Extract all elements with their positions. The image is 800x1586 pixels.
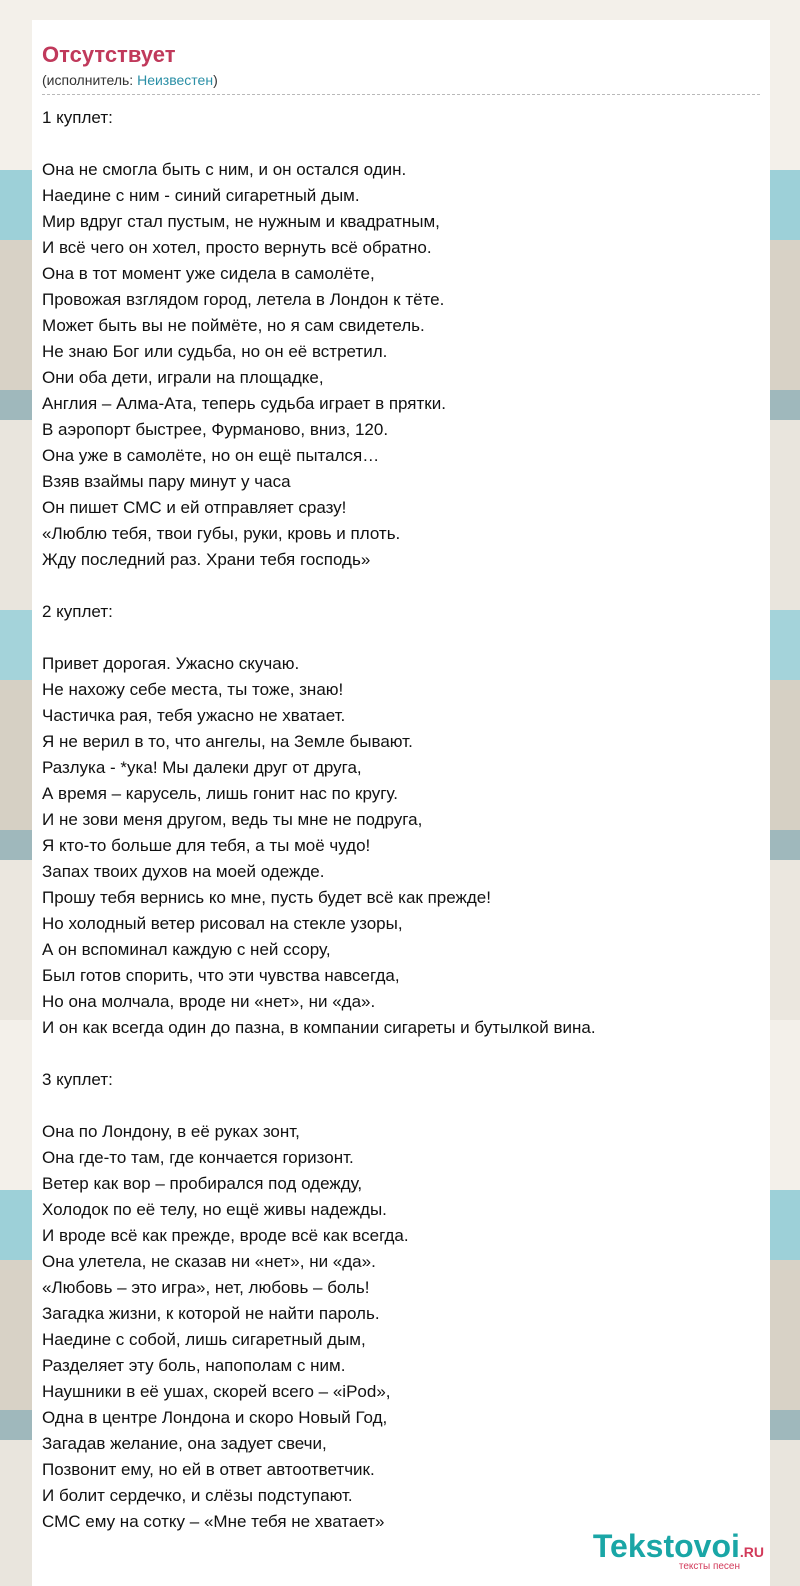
lyrics-text xyxy=(42,105,760,1535)
lyric-line: А время – карусель, лишь гонит нас по кругу. xyxy=(42,784,398,803)
artist-suffix: ) xyxy=(213,72,218,88)
lyric-line xyxy=(42,131,760,157)
lyric-line xyxy=(42,1041,760,1067)
lyric-line: Наушники в её ушах, скорей всего – «iPod», xyxy=(42,1382,391,1401)
lyric-line: Ветер как вор – пробирался под одежду, xyxy=(42,1174,363,1193)
lyric-line: Она по Лондону, в её руках зонт, xyxy=(42,1122,300,1141)
lyric-line: Наедине с собой, лишь сигаретный дым, xyxy=(42,1330,366,1349)
lyric-line xyxy=(42,1093,760,1119)
lyric-line: Позвонит ему, но ей в ответ автоответчик. xyxy=(42,1460,375,1479)
lyric-line: 2 куплет: xyxy=(42,602,113,621)
lyric-line: 3 куплет: xyxy=(42,1070,113,1089)
lyric-line: Загадка жизни, к которой не найти пароль. xyxy=(42,1304,380,1323)
site-logo[interactable] xyxy=(593,1530,764,1572)
lyric-line: Разлука - *ука! Мы далеки друг от друга, xyxy=(42,758,362,777)
logo-tagline: тексты песен xyxy=(678,1561,740,1572)
lyric-line: Наедине с ним - синий сигаретный дым. xyxy=(42,186,360,205)
lyric-line: Она не смогла быть с ним, и он остался один. xyxy=(42,160,407,179)
lyric-line: «Любовь – это игра», нет, любовь – боль! xyxy=(42,1278,370,1297)
lyric-line: 1 куплет: xyxy=(42,108,113,127)
artist-line xyxy=(42,70,760,90)
lyric-line: Одна в центре Лондона и скоро Новый Год, xyxy=(42,1408,388,1427)
lyric-line: Она в тот момент уже сидела в самолёте, xyxy=(42,264,375,283)
lyric-line: «Люблю тебя, твои губы, руки, кровь и плоть. xyxy=(42,524,401,543)
lyric-line: И всё чего он хотел, просто вернуть всё обратно. xyxy=(42,238,432,257)
song-title: Отсутствует xyxy=(42,42,176,67)
lyric-line xyxy=(42,573,760,599)
lyric-line: Частичка рая, тебя ужасно не хватает. xyxy=(42,706,346,725)
lyric-line: И болит сердечко, и слёзы подступают. xyxy=(42,1486,353,1505)
lyric-line: И он как всегда один до пазна, в компании сигареты и бутылкой вина. xyxy=(42,1018,596,1037)
lyric-line: Был готов спорить, что эти чувства навсегда, xyxy=(42,966,400,985)
lyrics-card xyxy=(32,20,770,1586)
lyric-line: Разделяет эту боль, напополам с ним. xyxy=(42,1356,346,1375)
lyric-line: И вроде всё как прежде, вроде всё как всегда. xyxy=(42,1226,409,1245)
lyric-line: Он пишет СМС и ей отправляет сразу! xyxy=(42,498,347,517)
lyric-line: Англия – Алма-Ата, теперь судьба играет в прятки. xyxy=(42,394,446,413)
logo-name: Tekstovoi xyxy=(592,1528,740,1564)
lyric-line: Взяв взаймы пару минут у часа xyxy=(42,472,291,491)
lyric-line: Мир вдруг стал пустым, не нужным и квадратным, xyxy=(42,212,440,231)
lyric-line: А он вспоминал каждую с ней ссору, xyxy=(42,940,331,959)
lyric-line: Загадав желание, она задует свечи, xyxy=(42,1434,327,1453)
lyric-line: Не знаю Бог или судьба, но он её встретил. xyxy=(42,342,388,361)
lyric-line: Холодок по её телу, но ещё живы надежды. xyxy=(42,1200,387,1219)
artist-prefix: (исполнитель: xyxy=(42,72,138,88)
lyric-line: Но она молчала, вроде ни «нет», ни «да». xyxy=(42,992,376,1011)
lyric-line: Она улетела, не сказав ни «нет», ни «да». xyxy=(42,1252,376,1271)
lyric-line: И не зови меня другом, ведь ты мне не подруга, xyxy=(42,810,423,829)
lyric-line: Но холодный ветер рисовал на стекле узоры, xyxy=(42,914,403,933)
lyric-line: Провожая взглядом город, летела в Лондон к тёте. xyxy=(42,290,445,309)
lyric-line: Прошу тебя вернись ко мне, пусть будет всё как прежде! xyxy=(42,888,491,907)
lyric-line: Они оба дети, играли на площадке, xyxy=(42,368,324,387)
lyric-line: СМС ему на сотку – «Мне тебя не хватает» xyxy=(42,1512,385,1531)
title-divider xyxy=(42,94,760,95)
logo-tld: .RU xyxy=(739,1544,764,1560)
lyric-line: Привет дорогая. Ужасно скучаю. xyxy=(42,654,300,673)
lyric-line: Она где-то там, где кончается горизонт. xyxy=(42,1148,354,1167)
lyric-line: Жду последний раз. Храни тебя господь» xyxy=(42,550,371,569)
lyric-line: Я не верил в то, что ангелы, на Земле бывают. xyxy=(42,732,413,751)
lyric-line xyxy=(42,625,760,651)
lyric-line: Она уже в самолёте, но он ещё пытался… xyxy=(42,446,380,465)
lyric-line: Я кто-то больше для тебя, а ты моё чудо! xyxy=(42,836,371,855)
lyric-line: Не нахожу себе места, ты тоже, знаю! xyxy=(42,680,344,699)
lyric-line: В аэропорт быстрее, Фурманово, вниз, 120. xyxy=(42,420,389,439)
artist-link[interactable]: Неизвестен xyxy=(137,72,214,88)
lyric-line: Запах твоих духов на моей одежде. xyxy=(42,862,325,881)
lyric-line: Может быть вы не поймёте, но я сам свидетель. xyxy=(42,316,425,335)
